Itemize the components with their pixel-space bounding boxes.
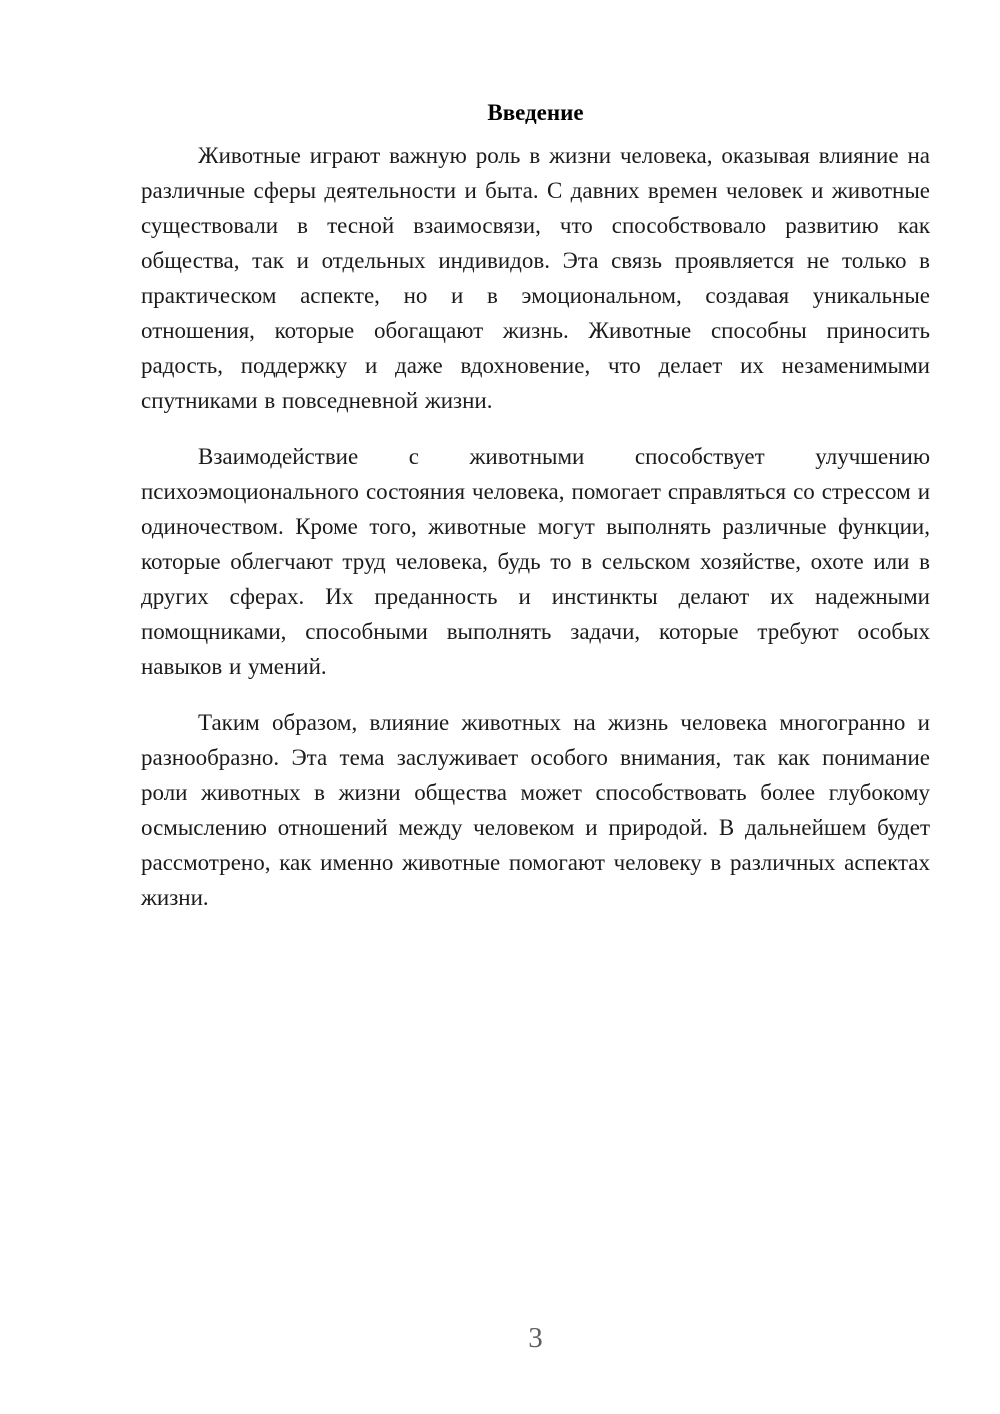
text-column xyxy=(141,95,930,936)
page-number: 3 xyxy=(528,1322,543,1354)
intro-paragraph-3: Таким образом, влияние животных на жизнь человека многогранно и разнообразно. Эта тема заслуживает особого внимания, так как понимание роли животных в жизни общества может способствовать более глубокому осмыслению отношений между человеком и природой. В дальнейшем будет рассмотрено, как именно животные помогают человеку в различных аспектах жизни. xyxy=(141,710,930,910)
intro-paragraph-1: Животные играют важную роль в жизни человека, оказывая влияние на различные сферы деятельности и быта. С давних времен человек и животные существовали в тесной взаимосвязи, что способствовало развитию как общества, так и отдельных индивидов. Эта связь проявляется не только в практическом аспекте, но и в эмоциональном, создавая уникальные отношения, которые обогащают жизнь. Животные способны приносить радость, поддержку и даже вдохновение, что делает их незаменимыми спутниками в повседневной жизни. xyxy=(141,143,930,413)
page-title: Введение xyxy=(487,100,584,125)
intro-paragraph-2: Взаимодействие с животными способствует улучшению психоэмоционального состояния человека, помогает справляться со стрессом и одиночеством. Кроме того, животные могут выполнять различные функции, которые облегчают труд человека, будь то в сельском хозяйстве, охоте или в других сферах. Их преданность и инстинкты делают их надежными помощниками, способными выполнять задачи, которые требуют особых навыков и умений. xyxy=(141,444,930,679)
